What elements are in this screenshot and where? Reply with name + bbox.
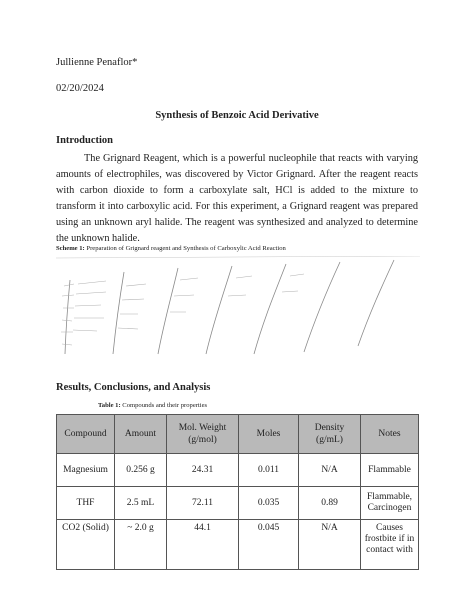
table-header-row — [57, 415, 419, 454]
table-row — [57, 487, 419, 520]
introduction-paragraph: The Grignard Reagent, which is a powerful nucleophile that reacts with varying amounts of electrophiles, was discovered by Victor Grignard. After the reagent reacts with carbon dioxide to form a carboxylate salt, HCl is added to the mixture to transform it into carboxylic acid. For this experiment, a Grignard reagent was prepared using an unknown aryl halide. The reagent was synthesized and analyzed to determine the unknown halide. — [56, 153, 418, 244]
results-heading: Results, Conclusions, and Analysis — [56, 382, 211, 393]
cell-amount: ~ 2.0 g — [115, 520, 167, 570]
table-row — [57, 520, 419, 570]
table-row — [57, 454, 419, 487]
header-compound: Compound — [57, 415, 115, 454]
author-name: Jullienne Penaflor* — [56, 57, 138, 68]
cell-mol-weight: 72.11 — [167, 487, 239, 520]
scheme-caption-text: Preparation of Grignard reagent and Synthesis of Carboxylic Acid Reaction — [84, 245, 286, 252]
scheme-image — [56, 256, 420, 356]
document-date: 02/20/2024 — [56, 83, 104, 94]
header-moles: Moles — [239, 415, 299, 454]
introduction-heading: Introduction — [56, 135, 113, 146]
scheme-caption — [56, 245, 286, 252]
cell-compound: THF — [57, 487, 115, 520]
cell-compound: CO2 (Solid) — [57, 520, 115, 570]
header-amount: Amount — [115, 415, 167, 454]
compounds-table — [56, 414, 419, 570]
cell-amount: 0.256 g — [115, 454, 167, 487]
cell-mol-weight: 44.1 — [167, 520, 239, 570]
header-mol-weight: Mol. Weight (g/mol) — [167, 415, 239, 454]
table-caption-text: Compounds and their properties — [120, 402, 208, 409]
header-density: Density (g/mL) — [299, 415, 361, 454]
cell-amount: 2.5 mL — [115, 487, 167, 520]
header-notes: Notes — [361, 415, 419, 454]
cell-notes: Flammable — [361, 454, 419, 487]
cell-moles: 0.011 — [239, 454, 299, 487]
cell-moles: 0.035 — [239, 487, 299, 520]
scheme-label: Scheme 1: — [56, 245, 85, 252]
table-label: Table 1: — [98, 402, 121, 409]
cell-density: N/A — [299, 520, 361, 570]
cell-mol-weight: 24.31 — [167, 454, 239, 487]
cell-moles: 0.045 — [239, 520, 299, 570]
document-title: Synthesis of Benzoic Acid Derivative — [155, 110, 319, 121]
cell-compound: Magnesium — [57, 454, 115, 487]
cell-density: 0.89 — [299, 487, 361, 520]
cell-notes: Causes frostbite if in contact with — [361, 520, 419, 570]
cell-notes: Flammable, Carcinogen — [361, 487, 419, 520]
table-caption — [98, 402, 207, 409]
cell-density: N/A — [299, 454, 361, 487]
